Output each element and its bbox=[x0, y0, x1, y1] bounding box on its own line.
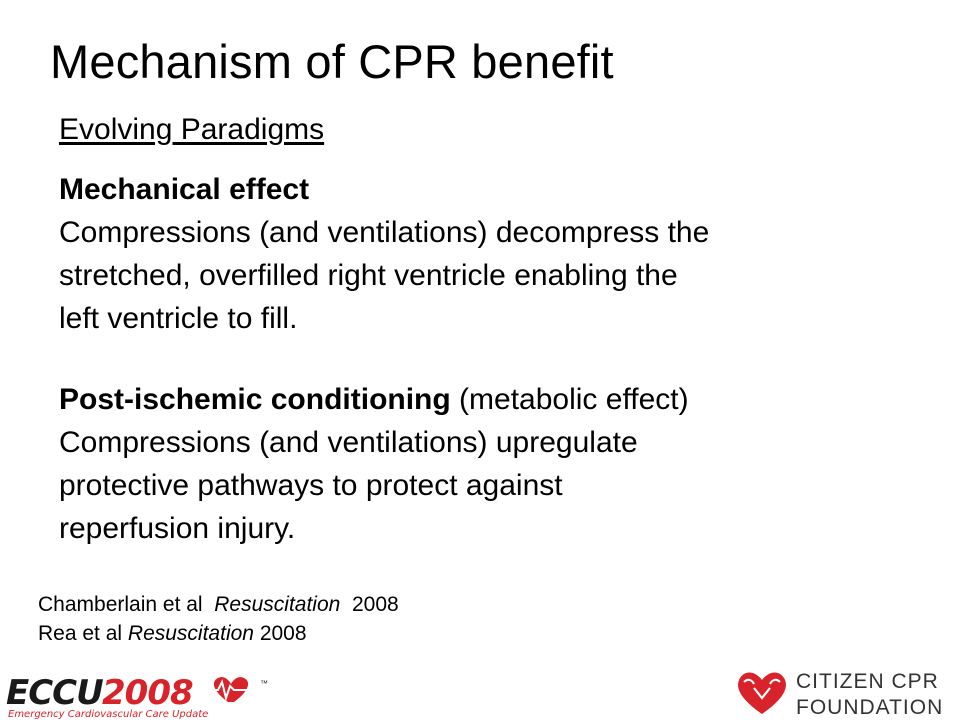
reference-item bbox=[38, 590, 399, 619]
section-post-ischemic-conditioning bbox=[59, 378, 919, 550]
citizen-cpr-logo-graphic bbox=[734, 666, 956, 720]
section-heading-line bbox=[59, 378, 919, 421]
foundation-text: FOUNDATION bbox=[796, 696, 944, 719]
slide-subtitle: Evolving Paradigms bbox=[59, 113, 325, 146]
citizen-cpr-foundation-logo bbox=[734, 666, 956, 720]
reference-authors: Rea et al bbox=[38, 622, 123, 645]
section-body-line: protective pathways to protect against bbox=[59, 469, 563, 502]
section-body-line: Compressions (and ventilations) decompress the bbox=[59, 216, 710, 249]
section-mechanical-effect bbox=[59, 168, 919, 340]
section-heading-line bbox=[59, 168, 919, 211]
section-body-line: reperfusion injury. bbox=[59, 512, 296, 545]
eccu-logo-tagline: Emergency Cardiovascular Care Update bbox=[8, 709, 209, 720]
eccu-logo bbox=[4, 672, 284, 720]
section-heading: Post-ischemic conditioning bbox=[59, 383, 451, 416]
section-heading: Mechanical effect bbox=[59, 173, 310, 206]
citizen-cpr-text: CITIZEN CPR bbox=[796, 670, 939, 693]
reference-year: 2008 bbox=[352, 593, 399, 616]
reference-year: 2008 bbox=[259, 622, 307, 645]
reference-journal: Resuscitation bbox=[214, 593, 341, 616]
heart-hands-icon bbox=[738, 672, 786, 714]
section-body-line: Compressions (and ventilations) upregulate bbox=[59, 426, 638, 459]
reference-item bbox=[38, 619, 399, 648]
eccu-logo-main-text: ECCU bbox=[6, 673, 103, 713]
section-body-line: stretched, overfilled right ventricle enabling the bbox=[59, 259, 678, 292]
section-heading-suffix: (metabolic effect) bbox=[450, 383, 689, 416]
section-body-line: left ventricle to fill. bbox=[59, 302, 298, 335]
eccu-logo-year-text: 2008 bbox=[102, 673, 193, 713]
reference-journal: Resuscitation bbox=[127, 622, 254, 645]
references bbox=[38, 590, 399, 648]
eccu-logo-graphic bbox=[4, 672, 284, 720]
trademark-text: ™ bbox=[260, 679, 268, 688]
reference-authors: Chamberlain et al bbox=[38, 593, 203, 616]
slide-title: Mechanism of CPR benefit bbox=[50, 35, 614, 88]
heart-ekg-icon bbox=[208, 677, 260, 702]
